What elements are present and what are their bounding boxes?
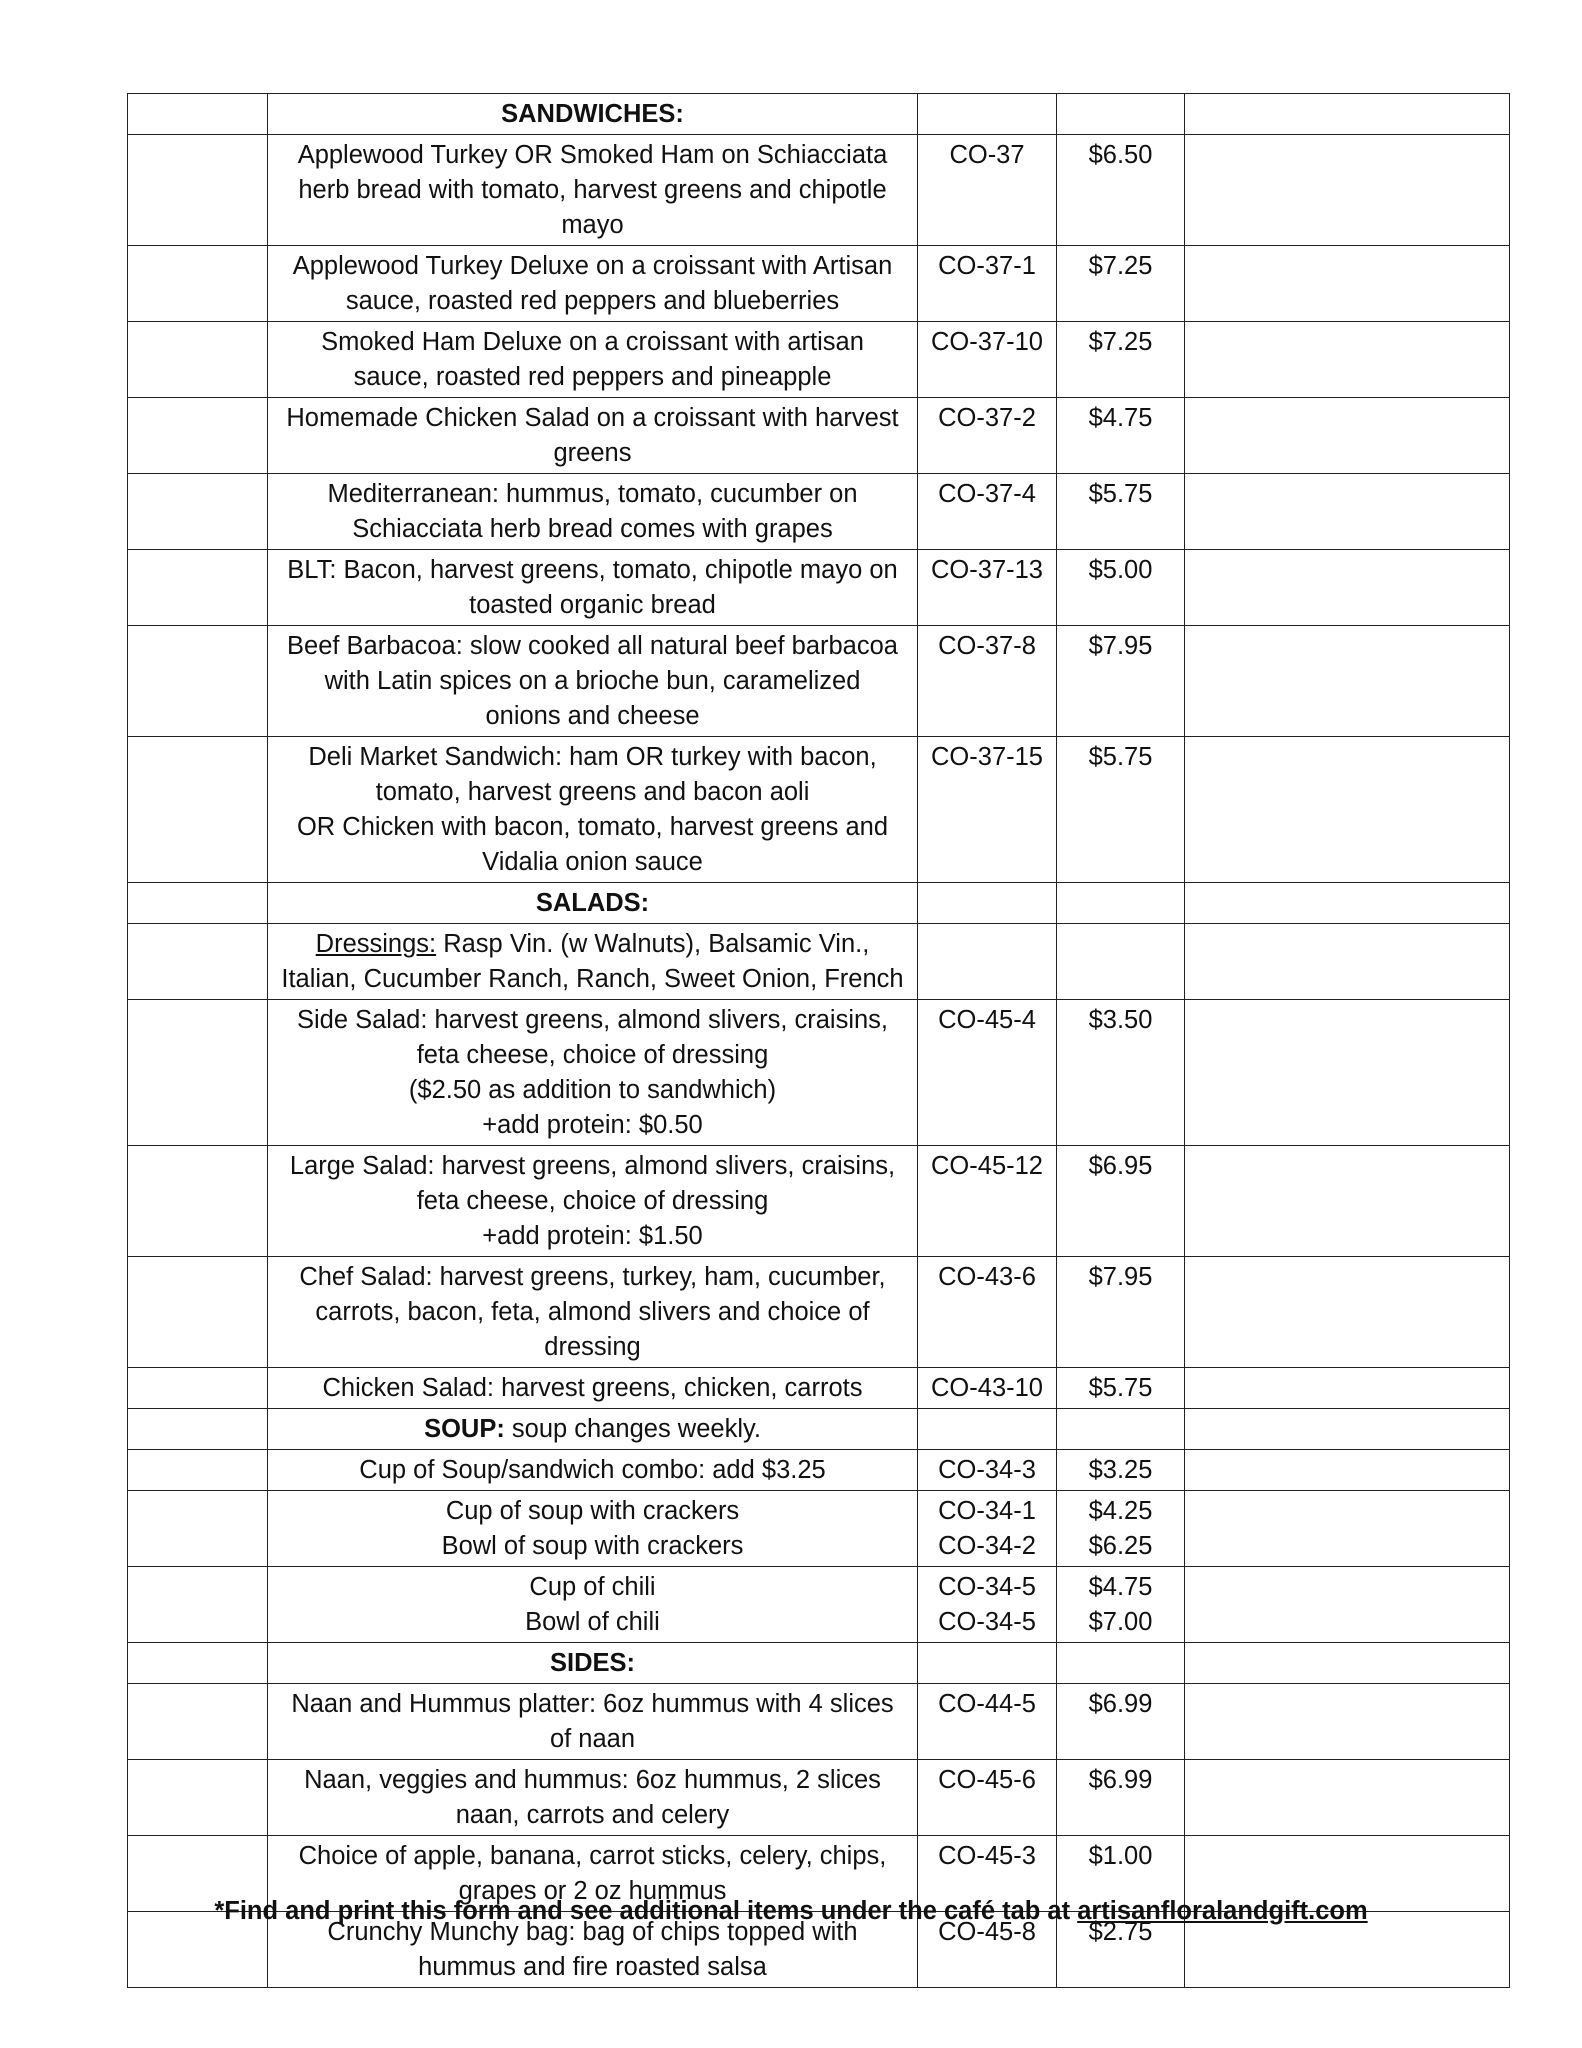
- item-code: CO-34-5: [938, 1573, 1036, 1601]
- description-line: feta cheese, choice of dressing: [416, 1187, 769, 1215]
- menu-item-row: [128, 1760, 1510, 1836]
- price-cell: [1057, 1146, 1185, 1257]
- item-code-cell: [918, 398, 1057, 474]
- price-cell: [1057, 246, 1185, 322]
- menu-item-row: [128, 1450, 1510, 1491]
- item-description-cell: [268, 626, 918, 737]
- price-cell: [1057, 135, 1185, 246]
- price-cell: [1057, 1450, 1185, 1491]
- description-line: +add protein: $0.50: [482, 1111, 703, 1139]
- dressings-text: Rasp Vin. (w Walnuts), Balsamic Vin.,: [436, 930, 870, 958]
- price-cell: [1057, 474, 1185, 550]
- item-description-cell: [268, 1450, 918, 1491]
- section-header-row: [128, 1409, 1510, 1450]
- notes-cell[interactable]: [1185, 1146, 1510, 1257]
- price-cell: [1057, 1409, 1185, 1450]
- price-cell: [1057, 1491, 1185, 1567]
- description-line: Cup of chili: [529, 1573, 656, 1601]
- section-header-cell: [268, 883, 918, 924]
- item-description-cell: [268, 1146, 918, 1257]
- item-code: CO-45-12: [931, 1152, 1043, 1180]
- item-description-cell: [268, 1684, 918, 1760]
- quantity-cell[interactable]: [128, 1409, 268, 1450]
- description-line: toasted organic bread: [469, 591, 716, 619]
- dressings-cell: [268, 924, 918, 1000]
- menu-item-row: [128, 1684, 1510, 1760]
- section-header-row: [128, 883, 1510, 924]
- menu-item-row: [128, 1000, 1510, 1146]
- notes-cell[interactable]: [1185, 1760, 1510, 1836]
- item-code: CO-37-10: [931, 328, 1043, 356]
- item-description-cell: [268, 322, 918, 398]
- item-price: $5.75: [1088, 743, 1153, 771]
- quantity-cell[interactable]: [128, 1450, 268, 1491]
- item-price: $4.75: [1088, 1573, 1153, 1601]
- description-line: carrots, bacon, feta, almond slivers and choice of: [315, 1298, 870, 1326]
- item-code: CO-37: [949, 141, 1025, 169]
- quantity-cell[interactable]: [128, 883, 268, 924]
- menu-item-row: [128, 1491, 1510, 1567]
- price-cell: [1057, 550, 1185, 626]
- item-price: $7.00: [1088, 1608, 1153, 1636]
- section-header-row: [128, 94, 1510, 135]
- description-line: Naan, veggies and hummus: 6oz hummus, 2 slices: [304, 1766, 881, 1794]
- notes-cell[interactable]: [1185, 1684, 1510, 1760]
- description-line: Naan and Hummus platter: 6oz hummus with 4 slices: [291, 1690, 894, 1718]
- menu-item-row: [128, 737, 1510, 883]
- item-price: $3.50: [1088, 1006, 1153, 1034]
- item-code: CO-37-2: [938, 404, 1036, 432]
- notes-cell[interactable]: [1185, 1368, 1510, 1409]
- item-price: $3.25: [1088, 1456, 1153, 1484]
- description-line: ($2.50 as addition to sandwhich): [408, 1076, 777, 1104]
- item-code: CO-43-10: [931, 1374, 1043, 1402]
- quantity-cell[interactable]: [128, 322, 268, 398]
- notes-cell[interactable]: [1185, 550, 1510, 626]
- price-cell: [1057, 1760, 1185, 1836]
- item-code: CO-45-4: [938, 1006, 1036, 1034]
- description-line: Applewood Turkey Deluxe on a croissant with Artisan: [292, 252, 893, 280]
- item-code: CO-37-13: [931, 556, 1043, 584]
- quantity-cell[interactable]: [128, 246, 268, 322]
- notes-cell[interactable]: [1185, 94, 1510, 135]
- menu-item-row: [128, 322, 1510, 398]
- notes-cell[interactable]: [1185, 737, 1510, 883]
- section-header-row: [128, 1643, 1510, 1684]
- quantity-cell[interactable]: [128, 626, 268, 737]
- description-line: feta cheese, choice of dressing: [416, 1041, 769, 1069]
- price-cell: [1057, 626, 1185, 737]
- item-code-cell: [918, 1567, 1057, 1643]
- price-cell: [1057, 1257, 1185, 1368]
- description-line: Cup of Soup/sandwich combo: add $3.25: [359, 1456, 826, 1484]
- description-line: Cup of soup with crackers: [445, 1497, 740, 1525]
- dressings-line: Italian, Cucumber Ranch, Ranch, Sweet Onion, French: [281, 965, 904, 993]
- dressings-row: [128, 924, 1510, 1000]
- item-code-cell: [918, 1760, 1057, 1836]
- description-line: onions and cheese: [485, 702, 700, 730]
- quantity-cell[interactable]: [128, 135, 268, 246]
- item-price: $6.99: [1088, 1690, 1153, 1718]
- item-price: $7.95: [1088, 1263, 1153, 1291]
- item-code-cell: [918, 883, 1057, 924]
- price-cell: [1057, 737, 1185, 883]
- price-cell: [1057, 1000, 1185, 1146]
- description-line: Smoked Ham Deluxe on a croissant with artisan: [321, 328, 864, 356]
- item-price: $6.50: [1088, 141, 1153, 169]
- footer-note: [0, 1897, 1582, 1926]
- item-price: $2.75: [1088, 1918, 1153, 1946]
- notes-cell[interactable]: [1185, 1000, 1510, 1146]
- price-cell: [1057, 322, 1185, 398]
- item-description-cell: [268, 246, 918, 322]
- menu-item-row: [128, 135, 1510, 246]
- item-code-cell: [918, 1684, 1057, 1760]
- item-code: CO-37-8: [938, 632, 1036, 660]
- description-line: dressing: [544, 1333, 641, 1361]
- notes-cell[interactable]: [1185, 924, 1510, 1000]
- item-description-cell: [268, 1257, 918, 1368]
- description-line: Mediterranean: hummus, tomato, cucumber on: [327, 480, 858, 508]
- item-price: $6.99: [1088, 1766, 1153, 1794]
- description-line: hummus and fire roasted salsa: [418, 1953, 767, 1981]
- quantity-cell[interactable]: [128, 737, 268, 883]
- item-code: CO-34-2: [938, 1532, 1036, 1560]
- menu-item-row: [128, 474, 1510, 550]
- item-description-cell: [268, 398, 918, 474]
- item-code-cell: [918, 924, 1057, 1000]
- item-code: CO-37-4: [938, 480, 1036, 508]
- description-line: Vidalia onion sauce: [482, 848, 703, 876]
- quantity-cell[interactable]: [128, 1257, 268, 1368]
- notes-cell[interactable]: [1185, 398, 1510, 474]
- item-code: CO-45-3: [938, 1842, 1036, 1870]
- description-line: Applewood Turkey OR Smoked Ham on Schiacciata: [297, 141, 888, 169]
- item-price: $5.75: [1088, 480, 1153, 508]
- description-line: Choice of apple, banana, carrot sticks, celery, chips,: [298, 1842, 887, 1870]
- notes-cell[interactable]: [1185, 1409, 1510, 1450]
- item-description-cell: [268, 135, 918, 246]
- description-line: Bowl of soup with crackers: [441, 1532, 744, 1560]
- description-line: greens: [553, 439, 632, 467]
- description-line: naan, carrots and celery: [455, 1801, 730, 1829]
- menu-item-row: [128, 626, 1510, 737]
- description-line: Beef Barbacoa: slow cooked all natural beef barbacoa: [287, 632, 898, 660]
- menu-order-table: [127, 93, 1510, 1988]
- section-title: SALADS:: [535, 889, 650, 917]
- notes-cell[interactable]: [1185, 474, 1510, 550]
- notes-cell[interactable]: [1185, 322, 1510, 398]
- item-code-cell: [918, 1450, 1057, 1491]
- quantity-cell[interactable]: [128, 1643, 268, 1684]
- quantity-cell[interactable]: [128, 550, 268, 626]
- item-code: CO-45-8: [938, 1918, 1036, 1946]
- quantity-cell[interactable]: [128, 1491, 268, 1567]
- description-line: Schiacciata herb bread comes with grapes: [352, 515, 833, 543]
- notes-cell[interactable]: [1185, 1450, 1510, 1491]
- dressings-line: [274, 927, 911, 962]
- section-header-cell: [268, 1409, 918, 1450]
- item-price: $7.25: [1088, 328, 1153, 356]
- item-code-cell: [918, 246, 1057, 322]
- quantity-cell[interactable]: [128, 1760, 268, 1836]
- section-header-cell: [268, 94, 918, 135]
- menu-item-row: [128, 1146, 1510, 1257]
- item-code-cell: [918, 1368, 1057, 1409]
- description-line: of naan: [549, 1725, 636, 1753]
- item-code-cell: [918, 1257, 1057, 1368]
- price-cell: [1057, 94, 1185, 135]
- section-title: SOUP:: [424, 1415, 505, 1443]
- notes-cell[interactable]: [1185, 1491, 1510, 1567]
- description-line: tomato, harvest greens and bacon aoli: [375, 778, 810, 806]
- description-line: Chef Salad: harvest greens, turkey, ham, cucumber,: [299, 1263, 886, 1291]
- quantity-cell[interactable]: [128, 1368, 268, 1409]
- notes-cell[interactable]: [1185, 1643, 1510, 1684]
- item-description-cell: [268, 1491, 918, 1567]
- menu-item-row: [128, 1567, 1510, 1643]
- item-code-cell: [918, 135, 1057, 246]
- item-code-cell: [918, 1491, 1057, 1567]
- item-code-cell: [918, 1409, 1057, 1450]
- item-code-cell: [918, 1643, 1057, 1684]
- menu-item-row: [128, 246, 1510, 322]
- item-price: $4.75: [1088, 404, 1153, 432]
- item-code-cell: [918, 322, 1057, 398]
- item-description-cell: [268, 1567, 918, 1643]
- website-link[interactable]: artisanfloralandgift.com: [1077, 1897, 1368, 1925]
- item-code-cell: [918, 1146, 1057, 1257]
- price-cell: [1057, 924, 1185, 1000]
- item-description-cell: [268, 1368, 918, 1409]
- item-code: CO-34-5: [938, 1608, 1036, 1636]
- quantity-cell[interactable]: [128, 1684, 268, 1760]
- price-cell: [1057, 1684, 1185, 1760]
- item-code: CO-43-6: [938, 1263, 1036, 1291]
- item-price: $7.95: [1088, 632, 1153, 660]
- description-line: Side Salad: harvest greens, almond slivers, craisins,: [296, 1006, 889, 1034]
- description-line: Bowl of chili: [525, 1608, 660, 1636]
- item-description-cell: [268, 1760, 918, 1836]
- item-code-cell: [918, 626, 1057, 737]
- price-cell: [1057, 883, 1185, 924]
- item-price: $1.00: [1088, 1842, 1153, 1870]
- section-note: soup changes weekly.: [504, 1415, 761, 1443]
- section-title: SANDWICHES:: [501, 100, 684, 128]
- item-code: CO-37-15: [931, 743, 1043, 771]
- notes-cell[interactable]: [1185, 246, 1510, 322]
- quantity-cell[interactable]: [128, 1000, 268, 1146]
- dressings-label: Dressings:: [315, 930, 437, 958]
- description-line: mayo: [561, 211, 624, 239]
- price-cell: [1057, 398, 1185, 474]
- quantity-cell[interactable]: [128, 924, 268, 1000]
- description-line: grapes or 2 oz hummus: [458, 1877, 727, 1905]
- item-code-cell: [918, 474, 1057, 550]
- item-code-cell: [918, 737, 1057, 883]
- price-cell: [1057, 1368, 1185, 1409]
- description-line: Deli Market Sandwich: ham OR turkey with bacon,: [308, 743, 877, 771]
- item-description-cell: [268, 1000, 918, 1146]
- description-line: BLT: Bacon, harvest greens, tomato, chipotle mayo on: [287, 556, 898, 584]
- description-line: Chicken Salad: harvest greens, chicken, carrots: [322, 1374, 863, 1402]
- item-code-cell: [918, 94, 1057, 135]
- quantity-cell[interactable]: [128, 1567, 268, 1643]
- item-code-cell: [918, 550, 1057, 626]
- description-line: with Latin spices on a brioche bun, caramelized: [324, 667, 861, 695]
- item-description-cell: [268, 474, 918, 550]
- menu-item-row: [128, 550, 1510, 626]
- item-price: $4.25: [1088, 1497, 1153, 1525]
- item-price: $5.00: [1088, 556, 1153, 584]
- quantity-cell[interactable]: [128, 398, 268, 474]
- notes-cell[interactable]: [1185, 626, 1510, 737]
- menu-item-row: [128, 398, 1510, 474]
- description-line: OR Chicken with bacon, tomato, harvest greens and: [296, 813, 889, 841]
- quantity-cell[interactable]: [128, 94, 268, 135]
- price-cell: [1057, 1643, 1185, 1684]
- item-code: CO-44-5: [938, 1690, 1036, 1718]
- section-header-cell: [268, 1643, 918, 1684]
- menu-item-row: [128, 1257, 1510, 1368]
- item-price: $7.25: [1088, 252, 1153, 280]
- footer-text: *Find and print this form and see additional items under the café tab at: [214, 1897, 1078, 1925]
- item-code: CO-34-1: [938, 1497, 1036, 1525]
- item-price: $6.95: [1088, 1152, 1153, 1180]
- item-code-cell: [918, 1000, 1057, 1146]
- quantity-cell[interactable]: [128, 1146, 268, 1257]
- description-line: herb bread with tomato, harvest greens and chipotle: [298, 176, 887, 204]
- description-line: Homemade Chicken Salad on a croissant with harvest: [286, 404, 899, 432]
- quantity-cell[interactable]: [128, 474, 268, 550]
- item-description-cell: [268, 737, 918, 883]
- notes-cell[interactable]: [1185, 1567, 1510, 1643]
- description-line: sauce, roasted red peppers and pineapple: [353, 363, 832, 391]
- section-title: SIDES:: [549, 1649, 636, 1677]
- item-price: $6.25: [1088, 1532, 1153, 1560]
- item-code: CO-34-3: [938, 1456, 1036, 1484]
- item-code: CO-37-1: [938, 252, 1036, 280]
- notes-cell[interactable]: [1185, 135, 1510, 246]
- description-line: Crunchy Munchy bag: bag of chips topped with: [327, 1918, 858, 1946]
- notes-cell[interactable]: [1185, 1257, 1510, 1368]
- description-line: sauce, roasted red peppers and blueberries: [345, 287, 840, 315]
- item-code: CO-45-6: [938, 1766, 1036, 1794]
- item-description-cell: [268, 550, 918, 626]
- notes-cell[interactable]: [1185, 883, 1510, 924]
- item-price: $5.75: [1088, 1374, 1153, 1402]
- menu-item-row: [128, 1368, 1510, 1409]
- price-cell: [1057, 1567, 1185, 1643]
- description-line: +add protein: $1.50: [482, 1222, 703, 1250]
- description-line: Large Salad: harvest greens, almond slivers, craisins,: [289, 1152, 896, 1180]
